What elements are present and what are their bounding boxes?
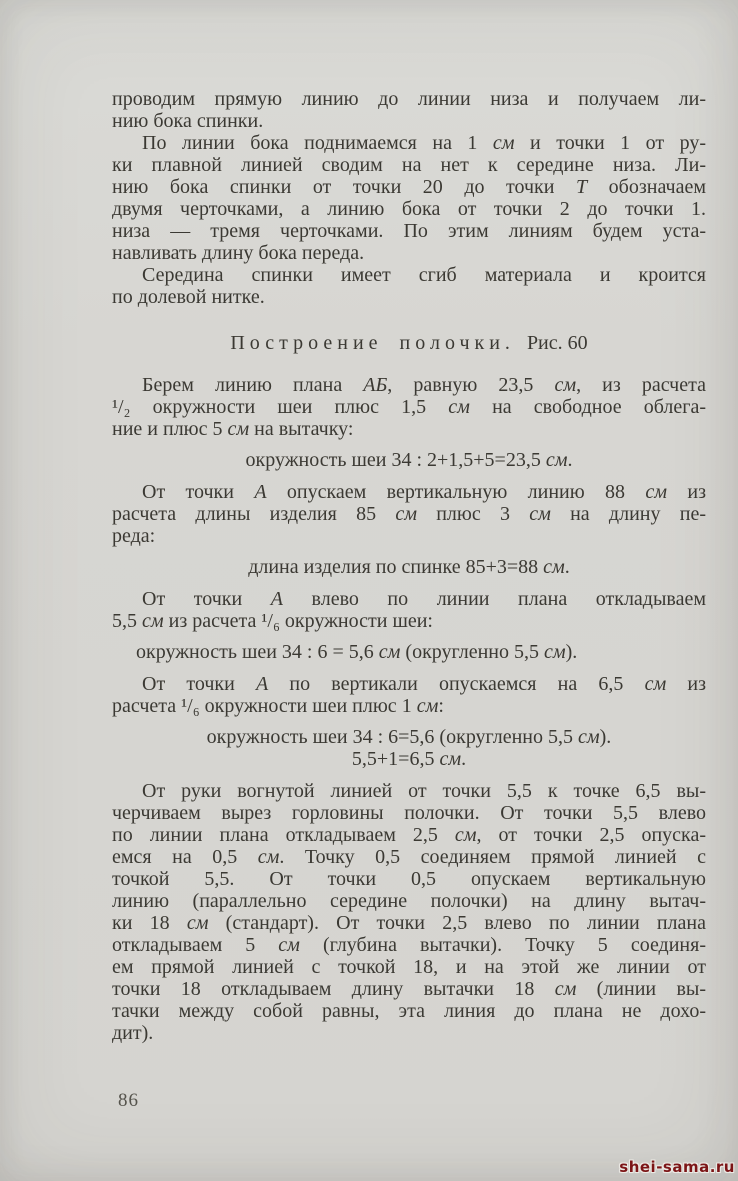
text-run: От точки: [142, 588, 271, 610]
italic-text-run: см: [645, 481, 668, 503]
text-run: по вертикали опускаемся на 6,5: [268, 673, 645, 695]
paragraph: [112, 132, 706, 264]
text-run: ки плавной линией сводим на нет к середине низа. Ли-: [112, 154, 706, 176]
italic-text-run: см: [578, 726, 600, 748]
text-line: [112, 176, 706, 198]
text-run: :: [438, 695, 444, 717]
text-line: [112, 890, 706, 912]
text-run: на свободное облега-: [469, 396, 706, 418]
text-run: точкой 5,5. От точки 0,5 опускаем вертикальную: [112, 868, 706, 890]
text-run: из: [666, 673, 707, 695]
text-line: [112, 726, 706, 748]
text-line: [112, 912, 706, 934]
text-line: [112, 1000, 706, 1022]
text-run: ние и плюс 5: [112, 418, 228, 440]
paragraph: [112, 88, 706, 132]
text-line: [112, 242, 706, 264]
italic-text-run: см: [454, 824, 477, 846]
italic-text-run: см: [439, 748, 462, 770]
text-run: черчиваем вырез горловины полочки. От точки 5,5 влево: [112, 802, 706, 824]
text-line: [112, 396, 706, 418]
italic-text-run: см: [448, 396, 470, 418]
text-line: [112, 449, 706, 471]
text-run: расчета длины изделия 85: [112, 503, 396, 525]
text-run: окружность шеи 34 : 6=5,6 (округленно 5,5: [206, 726, 578, 748]
text-line: [112, 481, 706, 503]
text-run: (глубина вытачки). Точку 5 соединя-: [299, 934, 706, 956]
text-run: окружность шеи 34 : 2+1,5+5=23,5: [245, 449, 546, 471]
formula: [112, 726, 706, 770]
text-run: окружность шеи 34 : 6 = 5,6: [136, 641, 379, 663]
text-run: реда:: [112, 525, 156, 547]
text-line: [112, 641, 706, 663]
italic-text-run: А: [270, 588, 283, 610]
italic-text-run: см: [644, 673, 667, 695]
text-run: влево по линии плана откладываем: [282, 588, 707, 610]
paragraph: [112, 588, 706, 632]
text-run: Середина спинки имеет сгиб материала и кроится: [142, 264, 706, 286]
text-run: из расчета ¹/₆ окружности шеи:: [163, 610, 433, 632]
text-run: и точки 1 от ру-: [514, 132, 707, 154]
paragraph: [112, 780, 706, 1044]
paragraph: [112, 673, 706, 717]
text-run: ).: [599, 726, 612, 748]
text-run: , от точки 2,5 опуска-: [476, 824, 706, 846]
text-run: плюс 3: [416, 503, 530, 525]
text-run: По линии бока поднимаемся на 1: [142, 132, 493, 154]
italic-text-run: А: [254, 481, 267, 503]
text-run: по линии плана откладываем 2,5: [112, 824, 455, 846]
text-run: проводим прямую линию до линии низа и получаем ли-: [112, 88, 706, 110]
text-line: [112, 956, 706, 978]
text-line: [112, 802, 706, 824]
text-line: [112, 220, 706, 242]
text-run: опускаем вертикальную линию 88: [266, 481, 646, 503]
text-run: откладываем 5: [112, 934, 279, 956]
text-run: (стандарт). От точки 2,5 влево по линии плана: [208, 912, 706, 934]
text-run: низа — тремя черточками. По этим линиям будем уста-: [112, 220, 706, 242]
page-number: 86: [118, 1090, 139, 1111]
text-line: [112, 503, 706, 525]
text-run: из: [667, 481, 706, 503]
text-run: . Точку 0,5 соединяем прямой линией с: [279, 846, 706, 868]
text-run: От точки: [142, 481, 255, 503]
text-run: .: [564, 556, 570, 578]
text-run: линию (параллельно середине полочки) на длину вытач-: [112, 890, 706, 912]
text-line: [112, 846, 706, 868]
text-line: [112, 556, 706, 578]
text-run: на длину пе-: [550, 503, 706, 525]
text-line: [112, 374, 706, 396]
text-line: [112, 154, 706, 176]
text-run: .: [461, 748, 467, 770]
text-run: нию бока спинки.: [112, 110, 264, 132]
italic-text-run: см: [545, 449, 568, 471]
text-run: дит).: [112, 1022, 154, 1044]
text-run: , из расчета: [576, 374, 706, 396]
text-line: [112, 418, 706, 440]
text-line: [112, 695, 706, 717]
text-line: [112, 588, 706, 610]
text-run: расчета ¹/₆ окружности шеи плюс 1: [112, 695, 417, 717]
text-run: (линии вы-: [576, 978, 706, 1000]
paragraph: [112, 481, 706, 547]
section-heading-title: Построение полочки.: [230, 332, 515, 354]
italic-text-run: см: [543, 641, 566, 663]
text-run: .: [567, 449, 573, 471]
formula: [112, 449, 706, 471]
text-line: [112, 286, 706, 308]
italic-text-run: см: [492, 132, 515, 154]
page-text: [112, 88, 706, 1044]
text-run: на вытачку:: [249, 418, 354, 440]
text-line: [112, 1022, 706, 1044]
paragraph: [112, 374, 706, 440]
watermark: shei-sama.ru: [619, 1158, 735, 1176]
text-run: , равную 23,5: [387, 374, 555, 396]
italic-text-run: см: [257, 846, 280, 868]
text-line: [112, 978, 706, 1000]
italic-text-run: см: [395, 503, 417, 525]
text-line: [112, 610, 706, 632]
text-run: двумя черточками, а линию бока от точки 2 до точки 1.: [112, 198, 706, 220]
paragraph: [112, 264, 706, 308]
italic-text-run: АБ: [363, 374, 388, 396]
italic-text-run: см: [529, 503, 551, 525]
text-line: [112, 198, 706, 220]
text-run: ).: [565, 641, 578, 663]
text-line: [112, 525, 706, 547]
text-run: обозначаем: [587, 176, 706, 198]
text-run: 5,5+1=6,5: [351, 748, 440, 770]
text-line: [112, 780, 706, 802]
italic-text-run: см: [543, 556, 565, 578]
text-run: тачки между собой равны, эта линия до плана не дохо-: [112, 1000, 706, 1022]
text-run: От руки вогнутой линией от точки 5,5 к точке 6,5 вы-: [142, 780, 706, 802]
text-line: [112, 88, 706, 110]
text-line: [112, 132, 706, 154]
text-run: точки 18 откладываем длину вытачки 18: [112, 978, 555, 1000]
formula: [112, 641, 706, 663]
italic-text-run: см: [378, 641, 401, 663]
italic-text-run: А: [255, 673, 269, 695]
italic-text-run: см: [554, 978, 577, 1000]
text-line: [112, 748, 706, 770]
text-run: ем прямой линией с точкой 18, и на этой же линии от: [112, 956, 706, 978]
italic-text-run: см: [416, 695, 439, 717]
text-line: [112, 264, 706, 286]
text-run: Берем линию плана: [142, 374, 364, 396]
text-run: ки 18: [112, 912, 187, 934]
text-run: нию бока спинки от точки 20 до точки: [112, 176, 577, 198]
text-line: [112, 868, 706, 890]
italic-text-run: Т: [576, 176, 588, 198]
italic-text-run: см: [142, 610, 164, 632]
italic-text-run: см: [227, 418, 250, 440]
italic-text-run: см: [186, 912, 209, 934]
italic-text-run: см: [278, 934, 300, 956]
italic-text-run: см: [554, 374, 577, 396]
text-run: 5,5: [112, 610, 142, 632]
text-run: длина изделия по спинке 85+3=88: [248, 556, 544, 578]
figure-reference: Рис. 60: [526, 332, 588, 354]
formula: [112, 556, 706, 578]
text-run: по долевой нитке.: [112, 286, 265, 308]
text-run: От точки: [142, 673, 256, 695]
text-run: навливать длину бока переда.: [112, 242, 365, 264]
text-line: [112, 110, 706, 132]
text-run: ¹/₂ окружности шеи плюс 1,5: [112, 396, 449, 418]
text-line: [112, 824, 706, 846]
section-heading: [112, 332, 706, 354]
text-run: (округленно 5,5: [400, 641, 544, 663]
text-line: [112, 673, 706, 695]
text-line: [112, 934, 706, 956]
text-run: емся на 0,5: [112, 846, 258, 868]
